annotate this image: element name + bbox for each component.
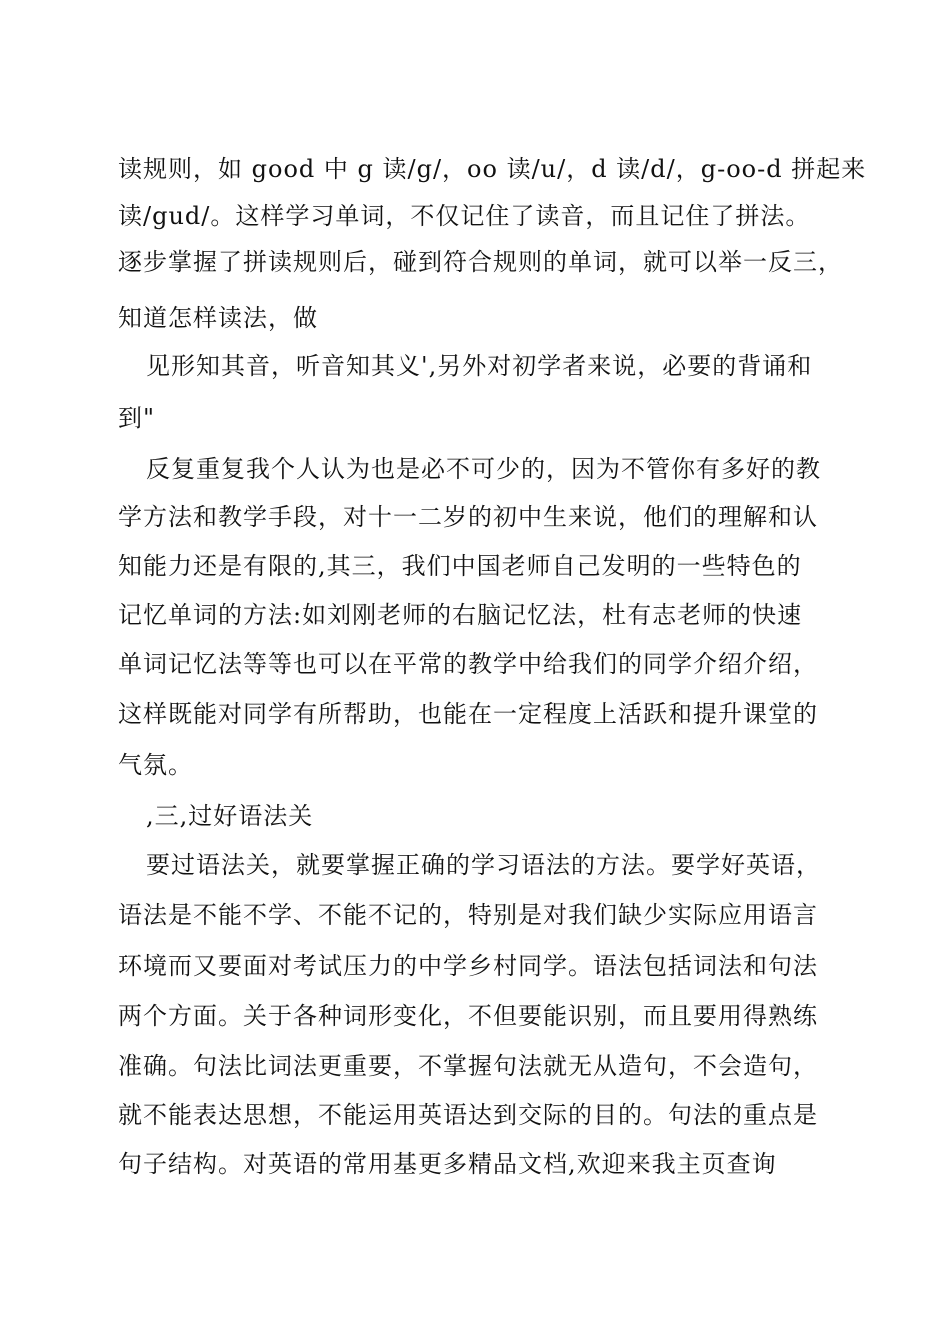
text-line: 环境而又要面对考试压力的中学乡村同学。语法包括词法和句法 bbox=[118, 952, 818, 980]
text-line: 学方法和教学手段，对十一二岁的初中生来说，他们的理解和认 bbox=[118, 503, 818, 531]
text-line: 单词记忆法等等也可以在平常的教学中给我们的同学介绍介绍， bbox=[118, 650, 818, 678]
text-line: 到" bbox=[118, 404, 156, 432]
text-line: 要过语法关，就要掌握正确的学习语法的方法。要学好英语， bbox=[146, 851, 821, 879]
text-line: 气氛。 bbox=[118, 751, 193, 779]
text-line: 知道怎样读法，做 bbox=[118, 304, 318, 332]
text-line: 两个方面。关于各种词形变化，不但要能识别，而且要用得熟练 bbox=[118, 1002, 818, 1030]
text-line: 知能力还是有限的,其三，我们中国老师自己发明的一些特色的 bbox=[118, 552, 802, 580]
text-line: 就不能表达思想，不能运用英语达到交际的目的。句法的重点是 bbox=[118, 1101, 818, 1129]
text-line: 逐步掌握了拼读规则后，碰到符合规则的单词，就可以举一反三， bbox=[118, 248, 843, 276]
text-line: 记忆单词的方法:如刘刚老师的右脑记忆法，杜有志老师的快速 bbox=[118, 601, 803, 629]
text-line: 读/gud/。这样学习单词，不仅记住了读音，而且记住了拼法。 bbox=[118, 202, 811, 230]
text-line: 读规则，如 good 中 g 读/g/，oo 读/u/，d 读/d/，g-oo-d 拼起来 bbox=[118, 155, 867, 183]
text-line: 语法是不能不学、不能不记的，特别是对我们缺少实际应用语言 bbox=[118, 901, 818, 929]
section-heading: ,三,过好语法关 bbox=[146, 802, 314, 830]
text-line: 反复重复我个人认为也是必不可少的，因为不管你有多好的教 bbox=[146, 455, 821, 483]
text-line: 见形知其音，听音知其义',另外对初学者来说，必要的背诵和 bbox=[146, 352, 813, 380]
text-line: 这样既能对同学有所帮助，也能在一定程度上活跃和提升课堂的 bbox=[118, 700, 818, 728]
text-line: 准确。句法比词法更重要，不掌握句法就无从造句，不会造句， bbox=[118, 1052, 818, 1080]
text-line: 句子结构。对英语的常用基更多精品文档,欢迎来我主页查询 bbox=[118, 1150, 777, 1178]
